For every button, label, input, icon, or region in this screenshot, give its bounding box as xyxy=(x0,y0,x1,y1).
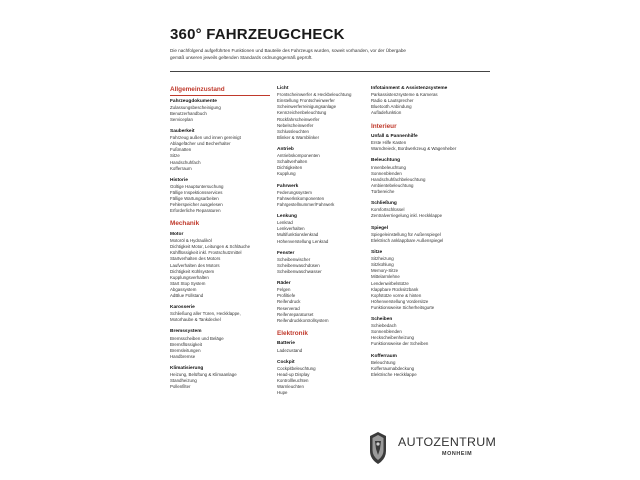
check-item: Ablagefächer und Becherhalter xyxy=(170,141,231,147)
check-item: Antriebskomponenten xyxy=(277,153,320,159)
check-item: Benutzerhandbuch xyxy=(170,110,207,116)
check-item: Dichtigkeit Motor, Leitungen & Schläuche xyxy=(170,244,251,250)
check-item: Erforderliche Reparaturen xyxy=(170,208,221,214)
check-item: Funktionsweise Sicherheitsgurte xyxy=(371,304,435,310)
group-title: Fenster xyxy=(277,250,295,256)
check-group xyxy=(371,86,471,117)
check-item: Radio & Lautsprecher xyxy=(371,98,414,104)
check-item: Sonnenblenden xyxy=(371,329,402,335)
check-group xyxy=(170,232,270,299)
check-item: Reifendruck xyxy=(277,299,301,305)
check-item: Abgassystem xyxy=(170,286,197,292)
check-group xyxy=(371,250,471,311)
check-item: Motorhaube & Tankdeckel xyxy=(170,317,221,323)
check-item: Heckscheibenheizung xyxy=(371,335,414,341)
check-item: Profiltiefe xyxy=(277,293,296,299)
check-item: Komfortschlüssel xyxy=(371,207,405,213)
page-title: 360° FAHRZEUGCHECK xyxy=(170,26,345,43)
check-item: Scheibenwaschwasser xyxy=(277,268,322,274)
check-group xyxy=(371,317,471,348)
check-item: Serviceplan xyxy=(170,116,193,122)
check-item: Zentralverriegelung inkl. Heckklappe xyxy=(371,213,443,219)
check-item: Reifenreparaturset xyxy=(277,311,314,317)
check-item: Fällige Wartungsarbeiten xyxy=(170,196,219,202)
category-heading: Interieur xyxy=(371,122,397,130)
check-item: Schließung aller Türen, Heckklappe, xyxy=(170,311,241,317)
check-item: Hupe xyxy=(277,390,288,396)
check-item: Nebelscheinwerfer xyxy=(277,122,314,128)
group-title: Lenkung xyxy=(277,214,297,220)
check-item: Fehlerspeicher ausgelesen xyxy=(170,202,223,208)
check-group xyxy=(170,329,270,360)
check-item: Handschuhfachbeleuchtung xyxy=(371,176,426,182)
check-item: Sitzheizung xyxy=(371,256,394,262)
check-item: Parkassistenzsysteme & Kameras xyxy=(371,92,438,98)
check-item: Heizung, Belüftung & Klimaanlage xyxy=(170,372,237,378)
group-title: Kofferraum xyxy=(371,353,397,359)
check-item: Kofferraumabdeckung xyxy=(371,365,415,371)
check-group xyxy=(277,184,377,208)
check-item: Handbremse xyxy=(170,353,196,359)
check-item: Dichtigkeiten xyxy=(277,165,303,171)
company-logo xyxy=(368,431,497,467)
check-item: Pollenfilter xyxy=(170,384,191,390)
column-3 xyxy=(371,86,471,384)
check-group xyxy=(170,129,270,172)
check-item: Höhenverstellung Vordersitze xyxy=(371,298,429,304)
check-item: Elektrisch anklappbare Außenspiegel xyxy=(371,237,444,243)
group-title: Scheiben xyxy=(371,316,393,322)
check-group xyxy=(277,147,377,178)
check-group xyxy=(170,99,270,123)
check-item: Kühlflüssigkeit inkl. Frostschutzmittel xyxy=(170,250,242,256)
column-2 xyxy=(277,86,377,402)
check-group xyxy=(371,201,471,219)
check-item: Kofferraum xyxy=(170,165,192,171)
check-item: Warnleuchten xyxy=(277,384,304,390)
category-heading: Mechanik xyxy=(170,220,200,228)
group-title: Cockpit xyxy=(277,359,295,365)
header-divider xyxy=(170,71,490,72)
check-item: Head-up Display xyxy=(277,371,310,377)
group-title: Batterie xyxy=(277,341,295,347)
check-item: Felgen xyxy=(277,287,291,293)
check-item: Frontscheinwerfer & Heckbeleuchtung xyxy=(277,92,352,98)
check-item: Warndreieck, Bordwerkzeug & Wagenheber xyxy=(371,146,457,152)
check-item: Cockpitbeleuchtung xyxy=(277,365,316,371)
check-group xyxy=(277,360,377,397)
group-title: Sauberkeit xyxy=(170,128,195,134)
check-item: Sonnenblenden xyxy=(371,170,402,176)
group-title: Unfall & Pannenhilfe xyxy=(371,134,418,140)
check-item: Multifunktionslenkrad xyxy=(277,232,319,238)
check-group xyxy=(277,214,377,245)
check-item: Höhenverstellung Lenkrad xyxy=(277,238,329,244)
check-item: AdBlue Füllstand xyxy=(170,292,204,298)
group-title: Sitze xyxy=(371,249,383,255)
check-item: Ambientebeleuchtung xyxy=(371,182,414,188)
brand-name: AUTOZENTRUM xyxy=(398,435,497,449)
check-item: Kontrollleuchten xyxy=(277,378,309,384)
group-title: Fahrzeugdokumente xyxy=(170,98,217,104)
check-group xyxy=(170,366,270,390)
check-item: Bremsscheiben und Beläge xyxy=(170,335,224,341)
check-item: Zulassungsbescheinigung xyxy=(170,104,221,110)
group-title: Motor xyxy=(170,231,184,237)
check-item: Aufladefunktion xyxy=(371,110,402,116)
check-item: Sitzkühlung xyxy=(371,262,394,268)
check-item: Laufverhalten des Motors xyxy=(170,262,220,268)
check-item: Reserverad xyxy=(277,305,300,311)
check-item: Kupplung xyxy=(277,171,296,177)
category-heading: Allgemeinzustand xyxy=(170,86,270,96)
check-item: Motoröl & Hydrauliköl xyxy=(170,238,212,244)
check-group xyxy=(170,178,270,215)
check-item: Ladezustand xyxy=(277,347,303,353)
group-title: Fahrwerk xyxy=(277,183,299,189)
check-item: Erste Hilfe Kasten xyxy=(371,140,407,146)
brand-location: MONHEIM xyxy=(442,451,473,457)
check-item: Elektrische Heckklappe xyxy=(371,371,417,377)
check-item: Dichtigkeit Kühlsystem xyxy=(170,268,215,274)
group-title: Räder xyxy=(277,281,291,287)
check-item: Bluetooth Anbindung xyxy=(371,104,412,110)
check-item: Mittelarmlehne xyxy=(371,274,400,280)
check-group xyxy=(371,226,471,244)
check-item: Handschuhfach xyxy=(170,159,201,165)
page-header xyxy=(170,26,490,61)
group-title: Bremssystem xyxy=(170,329,202,335)
group-title: Licht xyxy=(277,86,289,91)
check-item: Schiebedach xyxy=(371,323,397,329)
group-title: Historie xyxy=(170,177,188,183)
check-item: Kopfstütze vorne & hinten xyxy=(371,292,422,298)
check-group xyxy=(277,86,377,141)
check-item: Spiegeleinstellung für Außenspiegel xyxy=(371,231,441,237)
check-item: Bremsleitungen xyxy=(170,347,201,353)
check-item: Lendenwirbelstütze xyxy=(371,280,409,286)
check-item: Innenbeleuchtung xyxy=(371,164,406,170)
check-item: Bremsflüssigkeit xyxy=(170,341,202,347)
check-item: Startverhalten des Motors xyxy=(170,256,221,262)
check-item: Kupplungsverhalten xyxy=(170,274,209,280)
check-item: Memory-Sitze xyxy=(371,268,399,274)
check-item: Schaltverhalten xyxy=(277,159,308,165)
group-title: Spiegel xyxy=(371,225,389,231)
check-item: Start Stop System xyxy=(170,280,206,286)
check-item: Sitze xyxy=(170,153,180,159)
group-title: Beleuchtung xyxy=(371,158,401,164)
group-title: Infotainment & Assistenzsysteme xyxy=(371,86,448,91)
group-title: Karosserie xyxy=(170,305,195,311)
check-item: Fußmatten xyxy=(170,147,192,153)
intro-text: Die nachfolgend aufgeführten Funktionen und Bauteile des Fahrzeugs wurden, soweit vorhanden, vor der Übergabe gemäß unseren jeweils geltenden Standards ordnungsgemäß geprüft. xyxy=(170,48,406,60)
check-item: Kennzeichenbeleuchtung xyxy=(277,110,327,116)
check-item: Lenkverhalten xyxy=(277,226,305,232)
check-group xyxy=(371,158,471,195)
check-item: Blinker & Warnblinker xyxy=(277,134,320,140)
check-item: Fällige Inspektionsservices xyxy=(170,190,223,196)
check-group xyxy=(371,134,471,152)
check-item: Fahrzeug außen und innen gereinigt xyxy=(170,135,241,141)
check-item: Fahrgestellnummer/Fahrwerk xyxy=(277,201,335,207)
check-item: Scheibenwischer xyxy=(277,256,311,262)
check-item: Beleuchtung xyxy=(371,359,396,365)
shield-crest-icon xyxy=(368,431,388,465)
check-item: Einstellung Frontscheinwerfer xyxy=(277,98,335,104)
group-title: Antrieb xyxy=(277,146,294,152)
category-heading: Elektronik xyxy=(277,329,308,337)
check-item: Standheizung xyxy=(170,378,197,384)
check-item: Fahrwerkskomponenten xyxy=(277,195,325,201)
check-item: Reifendruckkontrollsystem xyxy=(277,317,329,323)
check-item: Funktionsweise der Scheiben xyxy=(371,341,429,347)
check-item: Schlussleuchten xyxy=(277,128,309,134)
check-item: Federungssystem xyxy=(277,189,312,195)
check-group xyxy=(277,281,377,324)
check-group xyxy=(277,341,377,353)
check-item: Gültige Hauptuntersuchung xyxy=(170,183,224,189)
check-item: Scheinwerferreinigungsanlage xyxy=(277,104,337,110)
check-item: Rückfahrscheinwerfer xyxy=(277,116,320,122)
check-group xyxy=(170,305,270,323)
group-title: Klimatisierung xyxy=(170,366,204,372)
check-group xyxy=(277,251,377,275)
check-item: Türbereiche xyxy=(371,189,395,195)
check-item: Scheibenwaschdüsen xyxy=(277,262,320,268)
check-group xyxy=(371,354,471,378)
check-item: Lenkrad xyxy=(277,220,293,226)
group-title: Schließung xyxy=(371,201,397,207)
check-item: Klappbare Rücksitzbank xyxy=(371,286,419,292)
column-1 xyxy=(170,86,270,397)
